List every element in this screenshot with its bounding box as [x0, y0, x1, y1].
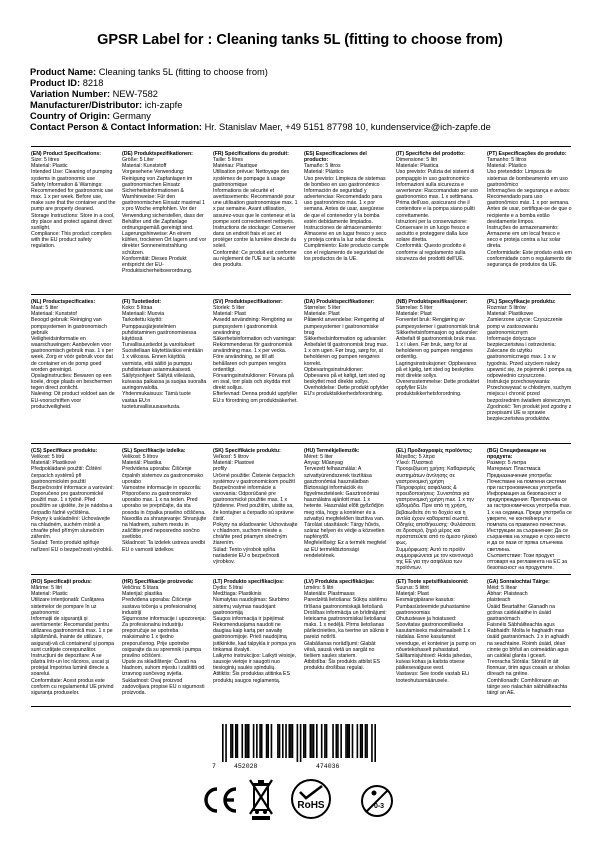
spec-body: Izmērs: 5 litri Materiāls: Plastmasas Paredzētā lietošana: Sūkņu sistēmu tīrīšana gastronomiskajā lietošanā Drošības informācija un brīdinājumi: Ieteicama gastronomiskai lietošanai maks. 1 x nedēļā. Pirms lietošanas pārliecinieties, ka tvertne un sūknis ir pareizi notīrīti. Glabāšanas norādījumi: Glabāt vēsā, sausā vietā un sargāt no tiešiem saules stariem. Atbilstība: Šis produkts atbilst ES produktu drošības regulai. — [304, 585, 389, 672]
barcode-digits-left: 452028 — [234, 763, 258, 770]
spec-heading: (NL) Productspecificaties: — [31, 299, 96, 305]
rohs-label: RoHS — [297, 800, 325, 811]
info-value: Germany — [112, 111, 151, 122]
spec-block — [213, 579, 298, 701]
info-label: Variation Number: — [30, 89, 111, 100]
info-label: Contact Person & Contact Information: — [30, 122, 202, 133]
spec-body: Maat: 5 liter Materiaal: Kunststof Beoogd gebruik: Reiniging van pompsystemen in gastronomisch gebruik Veiligheidsinformatie en waarschuwingen: Aanbevolen voor gastronomisch gebruik max. 1 x per week. Zorg er vóór gebruik voor dat de container en de pomp goed worden gereinigd. Opslaginstructies: Bewaren op een koele, droge plaats en beschermen tegen direct zonlicht. Naleving: Dit product voldoet aan de EU-voorschriften voor productveiligheid. — [31, 305, 115, 410]
spec-body: Tamaño: 5 litros Material: Plástico Uso previsto: Limpieza de sistemas de bombeo en uso gastronómico Información de seguridad y advertencias: Recomendado para uso gastronómico máx. 1 x por semana. Antes de usar, asegúrese de que el contenedor y la bomba estén debidamente limpiados. Instrucciones de almacenamiento: Almacene en un lugar fresco y seco y proteja contra la luz solar directa. Cumplimiento: Este producto cumple con el reglamento de seguridad de los productos de la UE. — [304, 163, 389, 262]
info-row — [30, 111, 590, 122]
spec-heading: (ES) Especificaciones del producto: — [304, 151, 367, 164]
spec-body: Veľkosť: 5 litrov Materiál: Plastové profily Určené použitie: Čistenie čerpacích systémov v gastronomickom použití Bezpečnostné informácie a varovania: Odporúčané pre gastronomické použitie max. 1 x týždenne. Pred použitím, uistite sa, že kontajner a čerpadlo sú správne čistiť. Pokyny na skladovanie: Uchovávajte v chladnom, suchom mieste a chráňte pred priamym slnečným žiarením. Súlad: Tento výrobok spĺňa nariadenie EÚ o bezpečnosti výrobkov. — [213, 454, 298, 565]
spec-block — [487, 579, 572, 701]
spec-block — [304, 448, 389, 570]
spec-heading: (ET) Toote spetsifikatsioonid: — [396, 579, 469, 585]
spec-block — [304, 299, 389, 439]
info-label: Manufacturer/Distributor: — [30, 100, 143, 111]
spec-block — [213, 151, 298, 291]
spec-block — [122, 151, 207, 291]
spec-heading: (FR) Spécifications du produit: — [213, 151, 289, 157]
spec-block — [396, 299, 481, 439]
age-0-3-icon — [360, 784, 394, 818]
spec-heading: (IT) Specifiche del prodotto: — [396, 151, 465, 157]
weee-bin-icon — [248, 776, 274, 822]
spec-body: Größe: 5 Liter Material: Kunststoff Vorgesehene Verwendung: Reinigung von Zapfanlagen im gastronomischen Einsatz Sicherheitsinformationen & Warnhinweise: Für den gastronomischen Einsatz maximal 1 x pro Woche empfohlen. Vor der Verwendung sicherstellen, dass der Behälter und die Zapfanlage ordnungsgemäß gereinigt sind. Lagerungshinweise: An einem kühlen, trockenen Ort lagern und vor direkter Sonneneinstrahlung schützen. Konformität: Dieses Produkt entspricht der EU-Produktsicherheitsverordnung. — [122, 157, 207, 274]
spec-body: Méid: 5 lítear Ábhar: Plaisteach plaisteach Úsáid Beartaithe: Glanadh na gcóras caidéalaithe in úsáid gastranómach Faisnéis Sábháilteachta agus Rabhaidh: Molta le haghaidh max úsáid gastranómach. 1 x in aghaidh na seachtaine. Roimh úsáid, déan cinnte go bhfuil an coimeádán agus an caidéal glanta i gceart. Treoracha Stórála: Stóráil in áit fionnuar, tirim agus cosain ar sholas díreach na gréine. Comhlíonadh: Comhlíonann an táirge seo rialachán sábháilteachta táirgí an AE. — [487, 585, 570, 696]
product-info — [30, 67, 590, 134]
spec-body: Taille: 5 litres Matériau: Plastique Utilisation prévue: Nettoyage des systèmes de pompage à usage gastronomique Informations de sécurité et avertissements: Recommandé pour une utilisation gastronomique max. 1 x par semaine. Avant utilisation, assurez-vous que le conteneur et la pompe sont correctement nettoyés. Instructions de stockage: Conserver dans un endroit frais et sec et protéger contre la lumière directe du soleil. Conformité: Ce produit est conforme au règlement de l'UE sur la sécurité des produits. — [213, 157, 298, 268]
info-row — [30, 89, 590, 100]
spec-heading: (NB) Produktspesifikasjoner: — [396, 299, 468, 305]
spec-block — [122, 299, 207, 439]
spec-body: Mărime: 5 litri Material: Plastic Utilizare intenționată: Curățarea sistemelor de pompare în uz gastronomic Informații de siguranță și avertismente: Recomandat pentru utilizarea gastronomică max. 1 x pe săptămână. Înainte de utilizare, asigurați-vă că containerul și pompa sunt curățate corespunzător. Instrucțiuni de depozitare: A se păstra într-un loc răcoros, uscat și protejat împotriva luminii directe a soarelui. Conformitate: Acest produs este conform cu regulamentul UE privind siguranța produselor. — [31, 585, 115, 696]
info-row — [30, 78, 590, 89]
spec-body: Veličina: 5 litara Materijal: plastika Predviđena uporaba: Čišćenje sustava točenja u profesionalnoj industriji Sigurnosne informacije i upozorenja: Za profesionalnu industriju preporučuje se upotreba maksimalno 1 x tjedno preporučenog. Prije upotrebe osigurajte da su spremnik i pumpa pravilno očišćeni. Upute za skladištenje: Čuvati na hladnom, suhom mjestu i zaštititi od izravnog sunčevog svjetla. Sukladnost: Ovaj proizvod zadovoljava propise EU o sigurnosti proizvoda. — [122, 585, 206, 696]
spec-block — [213, 299, 298, 439]
info-label: Country of Origin: — [30, 111, 111, 122]
barcode-digit-lead: 7 — [212, 763, 216, 770]
spec-heading: (EL) Προδιαγραφές προϊόντος: — [396, 448, 473, 454]
spec-heading: (DA) Produktspecifikationer: — [304, 299, 375, 305]
spec-heading: (HU) Termékjellemzők: — [304, 448, 360, 454]
info-value: NEW-7582 — [112, 89, 158, 100]
spec-block — [31, 448, 116, 570]
spec-body: Dydis: 5 litrai Medžiaga: Plastikinis Numatytas naudojimas: Siurbimo sistemų valymas naudojant gastronomiją Saugos informacija ir įspėjimai: Rekomenduojama naudoti ne daugiau kaip kartą per savaitę gastronomijoje. Prieš naudojimą įsitikinkite, kad talpykla ir pompa yra tinkamai išvalyti. Laikymo instrukcijos: Laikyti vėsioje, sausoje vietoje ir saugoti nuo tiesioginių saulės spindulių. Atitiktis: Šis produktas atitinka ES produktų saugos reglamentą. — [213, 585, 297, 684]
ce-mark-icon — [200, 780, 240, 820]
spec-heading: (SL) Specifikacije izdelka: — [122, 448, 186, 454]
spec-body: Tamanho: 5 litros Material: Plástico Uso pretendido: Limpeza de sistemas de bombeamento em uso gastronômico Informações de segurança e avisos: Recomendado para uso gastronômico máx. 1 x por semana. Antes de usar, certifique-se de que o recipiente e a bomba estão devidamente limpos. Instruções de armazenamento: Armazene em um local fresco e seco e proteja contra a luz solar direta. Conformidade: Este produto está em conformidade com o regulamento de segurança de produtos da UE. — [487, 157, 572, 268]
info-value: 8218 — [82, 78, 104, 89]
spec-heading: (PT) Especificações do produto: — [487, 151, 567, 157]
spec-body: Μέγεθος: 5 λίτρα Υλικό: Πλαστικά Προοριζόμενη χρήση: Καθαρισμός συστημάτων άντλησης σε γαστρονομική χρήση Πληροφορίες ασφάλειας & προειδοποιήσεις: Συνιστάται για γαστρονομική χρήση max. 1 x την εβδομάδα. Πριν από τη χρήση, βεβαιωθείτε ότι το δοχείο και η αντλία έχουν καθαριστεί σωστά. Οδηγίες αποθήκευσης: Φυλάσσετε σε δροσερό, ξηρό μέρος και προστατεύετε από το άμεσο ηλιακό φως. Συμμόρφωση: Αυτό το προϊόν συμμορφώνεται με τον κανονισμό της ΕΕ για την ασφάλεια των προϊόντων. — [396, 454, 477, 570]
spec-body: Size: 5 litres Material: Plastic Intended Use: Cleaning of pumping systems in gastronomic use Safety Information & Warnings: Recommended for gastronomic use max. 1 x per week. Before use, make sure that the container and the pump are properly cleaned. Storage Instructions: Store in a cool, dry place and protect against direct sunlight. Compliance: This product complies with the EU product safety regulation. — [31, 157, 116, 250]
info-row — [30, 122, 590, 133]
spec-body: Koko: 5 litraa Materiaali: Muovia Tarkoitettu käyttö: Pumppausjärjestelmien puhdistaminen gastronomisessa käytössä Turvallisuustiedot ja varoitukset: Suositellaan käytettäväksi enintään 1 x viikossa. Ennen käyttöä varmista, että säiliö ja pumppu puhdistetaan asianmukaisesti. Säilytysohjeet: Säilytä viileässä, kuivassa paikassa ja suojaa suoralta auringonvalolta. Yhdenmukaisuus: Tämä tuote vastaa EU:n tuoteturvallisuusasetusta. — [122, 305, 207, 410]
spec-body: Velikost: 5 litrov Materiál: Plastika Predvidena uporaba: Čiščenje črpalnih sistemov za gastronomsko uporabo Varnostne informacije in opozorila: Priporočeno za gastronomsko uporabo max. 1 x na teden. Pred uporabo se prepričajte, da sta posoda in črpalka pravilno očiščena. Navodila za shranjevanje: Shranjujte na hladnem, suhem mestu in zaščitite pred neposredno sončno svetlobo. Skladnost: Ta izdelek ustreza uredbi EU o varnosti izdelkov. — [122, 454, 207, 553]
rohs-icon — [290, 778, 332, 820]
spec-heading: (DE) Produktspezifikationen: — [122, 151, 193, 157]
spec-heading: (PL) Specyfikacje produktu: — [487, 299, 556, 305]
spec-heading: (FI) Tuotetiedot: — [122, 299, 162, 305]
barcode — [222, 724, 376, 762]
page-title: GPSR Label for : Cleaning tanks 5L (fitting to choose from) — [97, 32, 503, 48]
spec-block — [122, 579, 207, 701]
spec-block — [31, 299, 116, 439]
info-label: Product ID: — [30, 78, 81, 89]
spec-heading: (HR) Specifikacije proizvoda: — [122, 579, 194, 585]
divider — [31, 706, 571, 707]
spec-body: Suurus: 5 liitrit Materjal: Plast Eesmärgipärane kasutus: Pumbasüsteemide puhastamine gastronoomias Ohutusteave ja hoiatused: Soovitatav gastronoomiliseks kasutamiseks maksimaalselt 1 x nädalas. Enne kasutamist veenduge, et konteiner ja pump on nõuetekohaselt puhastatud. Säilitamisjuhised: Hoida jahedas, kuivas kohas ja kaitsta otsese päikesevalguse eest. Vastavus: See toode vastab ELi tooteohutusmäärusele. — [396, 585, 476, 684]
spec-block — [31, 151, 116, 291]
spec-block — [396, 448, 481, 570]
spec-body: Размер: 5 литра Материал: Пластмаса Предназначение употреба: Почистване на помпени системи при гастрономическа употреба Информация за безопасност и предупреждения: Препоръчва се за гастрономическа употреба max. 1 x на седмица. Преди употреба се уверете, че контейнерът и помпата са правилно почистени. Инструкции за съхранение: Да се съхранява на хладно и сухо място и да се пази от пряка слънчева светлина. Съответствие: Този продукт отговаря на регламента на ЕС за безопасност на продуктите. — [487, 460, 572, 570]
spec-block — [213, 448, 298, 570]
age-label: 0-3 — [373, 803, 385, 810]
spec-heading: (GA) Sonraíochtaí Táirge: — [487, 579, 550, 585]
spec-block — [122, 448, 207, 570]
spec-body: Dimensione: 5 litri Materiale: Plastica Uso previsto: Pulizia dei sistemi di pompaggio in uso gastronomico Informazioni sulla sicurezza e avvertenze: Raccomandato per uso gastronomico max. 1 x settimana. Prima dell'uso, assicurarsi che il contenitore e la pompa siano puliti correttamente. Istruzioni per la conservazione: Conservare in un luogo fresco e asciutto e proteggere dalla luce solare diretta. Conformità: Questo prodotto è conforme al regolamento sulla sicurezza dei prodotti dell'UE. — [396, 157, 478, 262]
spec-block — [487, 299, 572, 439]
spec-heading: (SV) Produktspecifikationer: — [213, 299, 283, 305]
spec-body: Storlek: 5 liter Material: Plast Avsedd användning: Rengöring av pumpsystem i gastronomisk användning Säkerhetsinformation och varningar: Rekommenderas för gastronomisk användning max. 1 x per vecka. Före användning, se till att behållaren och pumpen rengörs ordentligt. Förvaringsinstruktioner: Förvara på en sval, torr plats och skydda mot direkt solljus. Efterlevnad: Denna produkt uppfyller EU:s förordning om produktsäkerhet. — [213, 305, 298, 404]
spec-block — [396, 151, 481, 291]
info-label: Product Name: — [30, 67, 97, 77]
spec-body: Størrelse: 5 liter Materiale: Plast Forventet bruk: Rengjøring av pumpesystemer i gastronomisk bruk Sikkerhetsinformasjon og advarsler: Anbefalt til gastronomisk bruk max. 1 x i uken. Før bruk, sørg for at beholderen og pumpen rengjøres ordentlig. Lagringsinstruksjoner: Oppbevares på et kjølig, tørt sted og beskyttes mot direkte sollys. Overensstemmelse: Dette produktet oppfyller EUs produktsikkerhetsforordning. — [396, 305, 480, 398]
divider — [31, 443, 571, 444]
spec-body: Velikost: 5 litrů Materiál: Plastikové Předpokládané použití: Čištění čerpacích systémů při gastronomickém použití Bezpečnostní informace a varování: Doporučeno pro gastronomické použití max. 1 x týdně. Před použitím se ujistěte, že je nádoba a čerpadlo řádně vyčištěna. Pokyny k uskladnění: Uchovávejte na chladném, suchém místě a chraňte před přímým slunečním zářením. Soulad: Tento produkt splňuje nařízení EU o bezpečnosti výrobků. — [31, 454, 114, 553]
spec-block — [487, 448, 572, 570]
spec-heading: (BG) Спецификации на продукта: — [487, 448, 547, 461]
divider — [31, 574, 571, 575]
info-row — [30, 67, 590, 78]
spec-body: Méret: 5 liter Anyag: Műanyag Tervezett felhasználás: A szivattyúrendszerek tisztítása gasztronómiai használatban Biztonsági információk és figyelmeztetések: Gasztronómiai használatra ajánlott max. 1 x hetente. Használat előtt győződjön meg róla, hogy a konténer és a szivattyú megfelelően tisztítva van. Tárolási utasítások: Tárgy hűvös, száraz helyen és védje a közvetlen napfénytől. Megfelelőség: Ez a termék megfelel az EU termékbiztonsági rendeletének. — [304, 454, 387, 559]
spec-block — [304, 151, 389, 291]
spec-heading: (RO) Specificații produs: — [31, 579, 92, 585]
spec-heading: (LV) Produkta specifikācijas: — [304, 579, 375, 585]
info-value: Hr. Stanislav Maer, +49 5151 87798 10, kundenservice@ich-zapfe.de — [204, 122, 491, 133]
spec-block — [487, 151, 572, 291]
spec-body: Rozmiar: 5 litrów Materiał: Plastikowe Zamierzone użycie: Czyszczenie pomp w zastosowaniu gastronomicznym Informacje dotyczące bezpieczeństwa i ostrzeżenia: Zalecane do użytku gastronomicznego max. 1 x w tygodniu. Przed użyciem należy upewnić się, że pojemnik i pompa są odpowiednio czyszczone. Instrukcje przechowywania: Przechowywać w chłodnym, suchym miejscu i chronić przed bezpośrednim światłem słonecznym. Zgodność: Ten produkt jest zgodny z przepisami UE w sprawie bezpieczeństwa produktów. — [487, 305, 572, 422]
spec-block — [304, 579, 389, 701]
spec-body: Størrelse: 5 liter Materiale: Plast Påtænkt anvendelse: Rengøring af pumpesystemer i gastronomiske brug Sikkerhedsinformation og advarsler: Anbefalet til gastronomisk brug max. 1 x om ugen. Før brug, sørg for, at beholderen og pumpen rengøres korrekt. Opbevaringsinstruktioner: Opbevares på et køligt, tørt sted og beskyttet mod direkte sollys. Overholdelse: Dette produkt opfylder EU's produktsikkerhedsforordning. — [304, 305, 389, 398]
spec-heading: (EN) Product Specifications: — [31, 151, 102, 157]
spec-block — [396, 579, 481, 701]
info-value: Cleaning tanks 5L (fitting to choose from) — [98, 67, 268, 77]
info-value: ich-zapfe — [144, 100, 183, 111]
spec-heading: (CS) Specifikace produktu: — [31, 448, 98, 454]
divider — [31, 146, 571, 147]
spec-heading: (SK) Špecifikácie produktu: — [213, 448, 281, 454]
barcode-digits-right: 474036 — [316, 763, 340, 770]
info-row — [30, 100, 590, 111]
divider — [31, 294, 571, 295]
spec-heading: (LT) Produkto specifikacijos: — [213, 579, 284, 585]
spec-block — [31, 579, 116, 701]
